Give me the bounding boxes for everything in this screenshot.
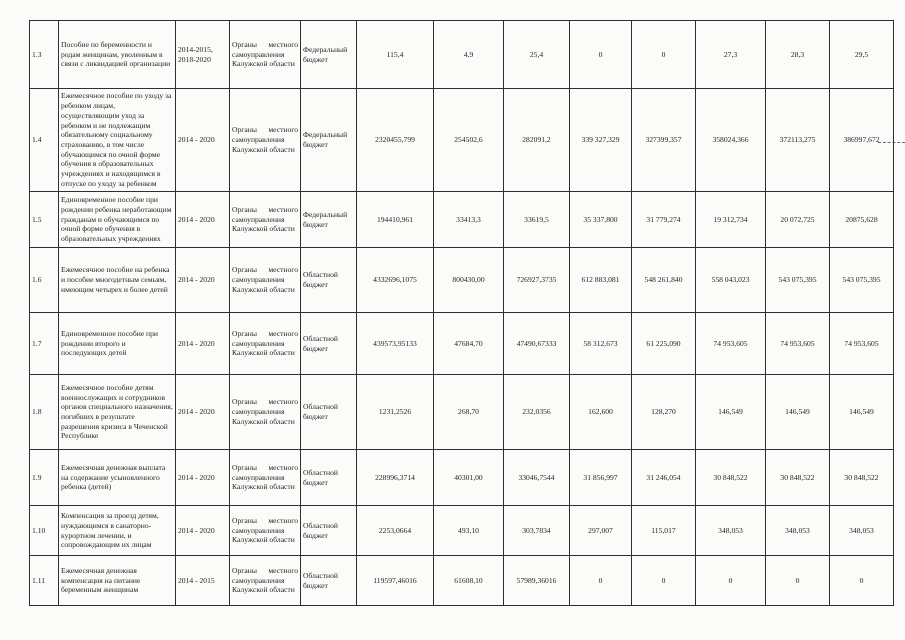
executor-cell: Органы местного самоуправления Калужской области: [230, 556, 301, 606]
amount-cell-8: 146,549: [830, 375, 894, 450]
benefit-name-cell: Ежемесячное пособие детям военнослужащих и сотрудников органов специального назначения, погибших в результате разрешения кризиса в Чеченской Республике: [59, 375, 176, 450]
row-number-cell: 1.11: [30, 556, 59, 606]
amount-cell-6: 558 043,023: [696, 248, 766, 313]
amount-cell-7: 146,549: [766, 375, 830, 450]
amount-cell-6: 74 953,605: [696, 313, 766, 375]
amount-cell-4: 58 312,673: [570, 313, 632, 375]
amount-cell-6: 30 848,522: [696, 450, 766, 506]
benefit-name-cell: Ежемесячная денежная выплата на содержание усыновленного ребенка (детей): [59, 450, 176, 506]
amount-cell-6: 146,549: [696, 375, 766, 450]
amount-cell-5: 31 779,274: [632, 192, 696, 248]
period-cell: 2014 - 2020: [176, 89, 230, 192]
amount-cell-2: 61608,10: [434, 556, 504, 606]
table-row: [30, 375, 894, 450]
amount-cell-5: 0: [632, 556, 696, 606]
benefit-name-cell: Ежемесячное пособие на ребенка и пособие многодетным семьям, имеющим четырех и более детей: [59, 248, 176, 313]
amount-cell-7: 30 848,522: [766, 450, 830, 506]
funding-source-cell: Областной бюджет: [301, 450, 357, 506]
amount-cell-3: 282091,2: [504, 89, 570, 192]
amount-cell-8: 0: [830, 556, 894, 606]
amount-cell-2: 40301,00: [434, 450, 504, 506]
amount-cell-4: 612 883,081: [570, 248, 632, 313]
table-row: [30, 192, 894, 248]
table-row: [30, 313, 894, 375]
amount-cell-8: 74 953,605: [830, 313, 894, 375]
executor-cell: Органы местного самоуправления Калужской области: [230, 89, 301, 192]
executor-cell: Органы местного самоуправления Калужской области: [230, 192, 301, 248]
amount-cell-1: 119597,46016: [357, 556, 434, 606]
amount-cell-3: 232,0356: [504, 375, 570, 450]
amount-cell-2: 800430,00: [434, 248, 504, 313]
amount-cell-5: 31 246,054: [632, 450, 696, 506]
amount-cell-6: 348,053: [696, 506, 766, 556]
funding-source-cell: Федеральный бюджет: [301, 89, 357, 192]
executor-cell: Органы местного самоуправления Калужской области: [230, 313, 301, 375]
row-number-cell: 1.10: [30, 506, 59, 556]
funding-source-cell: Областной бюджет: [301, 556, 357, 606]
amount-cell-7: 20 072,725: [766, 192, 830, 248]
program-activities-table-wrapper: [29, 20, 894, 606]
amount-cell-4: 297,007: [570, 506, 632, 556]
amount-cell-1: 228996,3714: [357, 450, 434, 506]
row-number-cell: 1.5: [30, 192, 59, 248]
amount-cell-6: 358024,366: [696, 89, 766, 192]
amount-cell-7: 28,3: [766, 21, 830, 89]
amount-cell-2: 33413,3: [434, 192, 504, 248]
amount-cell-5: 327399,357: [632, 89, 696, 192]
amount-cell-3: 57989,36016: [504, 556, 570, 606]
amount-cell-2: 47684,70: [434, 313, 504, 375]
amount-cell-2: 4,9: [434, 21, 504, 89]
executor-cell: Органы местного самоуправления Калужской области: [230, 21, 301, 89]
period-cell: 2014 - 2020: [176, 192, 230, 248]
executor-cell: Органы местного самоуправления Калужской области: [230, 375, 301, 450]
amount-cell-3: 25,4: [504, 21, 570, 89]
amount-cell-5: 61 225,090: [632, 313, 696, 375]
table-row: [30, 450, 894, 506]
funding-source-cell: Федеральный бюджет: [301, 21, 357, 89]
amount-cell-1: 115,4: [357, 21, 434, 89]
funding-source-cell: Областной бюджет: [301, 506, 357, 556]
period-cell: 2014 - 2020: [176, 248, 230, 313]
benefit-name-cell: Единовременное пособие при рождении второго и последующих детей: [59, 313, 176, 375]
amount-cell-3: 303,7834: [504, 506, 570, 556]
executor-cell: Органы местного самоуправления Калужской области: [230, 248, 301, 313]
amount-cell-2: 254502,6: [434, 89, 504, 192]
amount-cell-8: 29,5: [830, 21, 894, 89]
amount-cell-6: 19 312,734: [696, 192, 766, 248]
amount-cell-1: 439573,95133: [357, 313, 434, 375]
benefit-name-cell: Компенсация за проезд детям, нуждающимся в санаторно-курортном лечении, и сопровождающим их лицам: [59, 506, 176, 556]
funding-source-cell: Областной бюджет: [301, 313, 357, 375]
amount-cell-1: 2320455,799: [357, 89, 434, 192]
row-number-cell: 1.4: [30, 89, 59, 192]
amount-cell-3: 726927,3735: [504, 248, 570, 313]
funding-source-cell: Федеральный бюджет: [301, 192, 357, 248]
amount-cell-4: 162,600: [570, 375, 632, 450]
amount-cell-3: 33046,7544: [504, 450, 570, 506]
amount-cell-8: 543 075,395: [830, 248, 894, 313]
amount-cell-1: 2253,0664: [357, 506, 434, 556]
amount-cell-3: 33619,5: [504, 192, 570, 248]
amount-cell-7: 348,053: [766, 506, 830, 556]
benefit-name-cell: Единовременное пособие при рождении ребенка неработающим гражданам и обучающимся по очной форме обучения в образовательных учреждениях: [59, 192, 176, 248]
benefit-name-cell: Пособие по беременности и родам женщинам, уволенным в связи с ликвидацией организации: [59, 21, 176, 89]
amount-cell-1: 4332696,1075: [357, 248, 434, 313]
amount-cell-8: 30 848,522: [830, 450, 894, 506]
amount-cell-7: 74 953,605: [766, 313, 830, 375]
amount-cell-8: 348,053: [830, 506, 894, 556]
period-cell: 2014-2015, 2018-2020: [176, 21, 230, 89]
table-row: [30, 248, 894, 313]
amount-cell-5: 548 261,840: [632, 248, 696, 313]
row-number-cell: 1.9: [30, 450, 59, 506]
period-cell: 2014 - 2020: [176, 375, 230, 450]
amount-cell-1: 1231,2526: [357, 375, 434, 450]
table-row: [30, 506, 894, 556]
table-body: [30, 21, 894, 606]
row-number-cell: 1.7: [30, 313, 59, 375]
period-cell: 2014 - 2020: [176, 450, 230, 506]
amount-cell-7: 0: [766, 556, 830, 606]
amount-cell-4: 35 337,800: [570, 192, 632, 248]
amount-cell-1: 194410,961: [357, 192, 434, 248]
amount-cell-7: 372113,275: [766, 89, 830, 192]
amount-cell-4: 0: [570, 21, 632, 89]
row-number-cell: 1.3: [30, 21, 59, 89]
executor-cell: Органы местного самоуправления Калужской области: [230, 506, 301, 556]
row-number-cell: 1.6: [30, 248, 59, 313]
period-cell: 2014 - 2020: [176, 506, 230, 556]
table-row: [30, 21, 894, 89]
program-activities-table: [29, 20, 894, 606]
period-cell: 2014 - 2015: [176, 556, 230, 606]
funding-source-cell: Областной бюджет: [301, 375, 357, 450]
period-cell: 2014 - 2020: [176, 313, 230, 375]
table-row: [30, 556, 894, 606]
row-number-cell: 1.8: [30, 375, 59, 450]
benefit-name-cell: Ежемесячное пособие по уходу за ребенком лицам, осуществляющим уход за ребенком и не подлежащим обязательному социальному страхованию, в том числе обучающимся по очной форме обучения в образовательных учреждениях и находящимся в отпуске по уходу за ребенком: [59, 89, 176, 192]
amount-cell-5: 115,017: [632, 506, 696, 556]
amount-cell-3: 47490,67333: [504, 313, 570, 375]
amount-cell-2: 493,10: [434, 506, 504, 556]
amount-cell-6: 0: [696, 556, 766, 606]
amount-cell-4: 31 856,997: [570, 450, 632, 506]
amount-cell-6: 27,3: [696, 21, 766, 89]
amount-cell-8: 386997,672: [830, 89, 894, 192]
amount-cell-2: 268,70: [434, 375, 504, 450]
table-row: [30, 89, 894, 192]
amount-cell-8: 20875,628: [830, 192, 894, 248]
funding-source-cell: Областной бюджет: [301, 248, 357, 313]
amount-cell-7: 543 075,395: [766, 248, 830, 313]
amount-cell-5: 0: [632, 21, 696, 89]
amount-cell-4: 0: [570, 556, 632, 606]
benefit-name-cell: Ежемесячная денежная компенсация на питание беременным женщинам: [59, 556, 176, 606]
amount-cell-5: 128,270: [632, 375, 696, 450]
amount-cell-4: 339 327,329: [570, 89, 632, 192]
executor-cell: Органы местного самоуправления Калужской области: [230, 450, 301, 506]
